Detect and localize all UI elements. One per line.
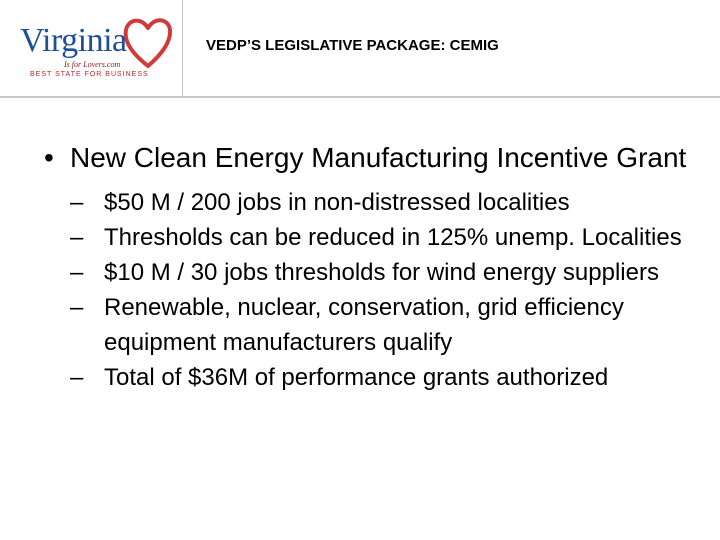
sub-bullet xyxy=(70,360,704,395)
dash-marker: – xyxy=(70,294,84,321)
header-rule xyxy=(0,96,720,98)
slide-header xyxy=(0,0,720,96)
slide-title: VEDP’S LEGISLATIVE PACKAGE: CEMIG xyxy=(206,37,499,54)
header-divider xyxy=(182,0,183,96)
heart-icon xyxy=(122,14,174,72)
bullet-marker: • xyxy=(44,142,54,173)
logo-subtitle: BEST STATE FOR BUSINESS xyxy=(30,71,149,78)
virginia-logo xyxy=(14,14,174,80)
sub-bullet-text: Renewable, nuclear, conservation, grid efficiency equipment manufacturers qualify xyxy=(104,294,624,356)
logo-tagline: Is for Lovers.com xyxy=(64,60,121,69)
sub-bullet xyxy=(70,290,704,360)
main-bullet-text: New Clean Energy Manufacturing Incentive Grant xyxy=(70,142,687,173)
dash-marker: – xyxy=(70,364,84,391)
sub-bullet xyxy=(70,185,704,220)
slide-body xyxy=(44,140,704,395)
main-bullet xyxy=(44,140,704,176)
sub-bullet-text: Thresholds can be reduced in 125% unemp. Localities xyxy=(104,224,682,251)
dash-marker: – xyxy=(70,224,84,251)
sub-bullet-text: Total of $36M of performance grants authorized xyxy=(104,364,609,391)
sub-bullet xyxy=(70,220,704,255)
logo-wordmark: Virginia xyxy=(20,22,127,59)
dash-marker: – xyxy=(70,259,84,286)
sub-bullet xyxy=(70,255,704,290)
dash-marker: – xyxy=(70,189,84,216)
sub-bullet-text: $10 M / 30 jobs thresholds for wind energy suppliers xyxy=(104,259,659,286)
sub-bullet-text: $50 M / 200 jobs in non-distressed localities xyxy=(104,189,570,216)
